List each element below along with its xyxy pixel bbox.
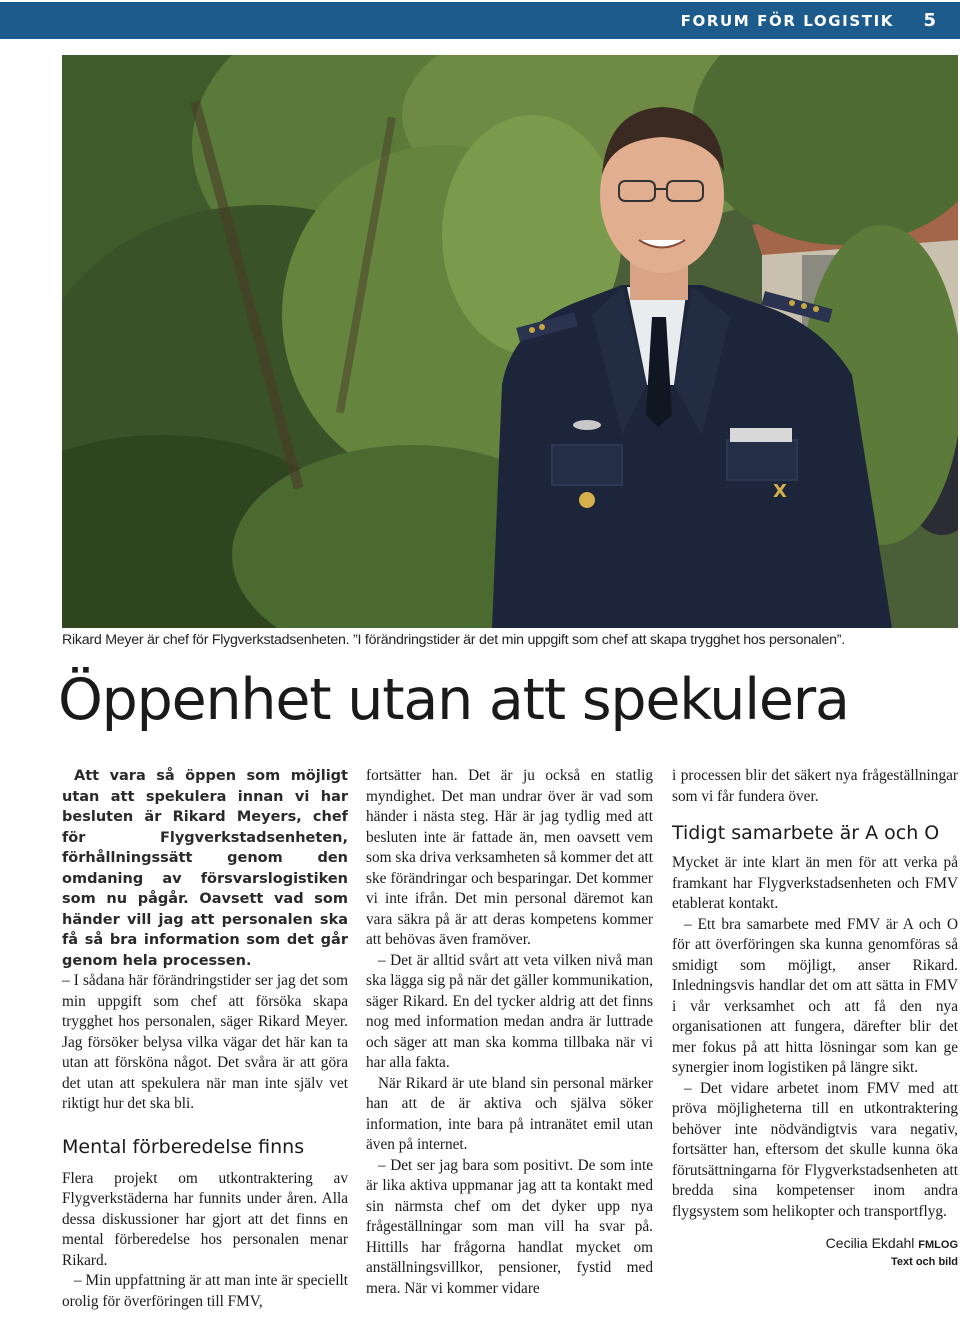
article-lead: Att vara så öppen som möjligt utan att spekulera innan vi har besluten är Rikard Meyers, chef för Flygverkstadsenheten, förhållningssätt genom den omdaning av försvarslogistiken som nu pågår. Oavsett vad som händer vill jag att personalen ska få så bra information som det går genom hela processen. [62, 768, 348, 969]
byline-org: FMLOG [918, 1239, 958, 1251]
publication-title: FORUM FÖR LOGISTIK [680, 12, 894, 30]
article-column-3 [672, 766, 958, 1270]
body-paragraph: Flera projekt om utkontraktering av Flygverkstäderna har funnits under åren. Alla dessa diskussioner har gjort att det finns en mental förberedelse hos personalen menar Rikard. [62, 1169, 348, 1269]
article-column-1 [62, 766, 348, 1312]
byline-author: Cecilia Ekdahl [825, 1235, 915, 1251]
body-paragraph: – Det ser jag bara som positivt. De som inte är lika aktiva uppmanar jag att ta kontakt med sin närmsta chef om det dyker upp nya frågeställningar som man vill ha svar på. Hittills har frågorna handlat mycket om anställningsvillkor, pensioner, fystid med mera. När vi kommer vidare [366, 1156, 653, 1297]
byline-role: Text och bild [890, 1256, 958, 1268]
subheading: Mental förberedelse finns [62, 1135, 305, 1158]
body-paragraph: – Det vidare arbetet inom FMV med att pröva möjligheterna till en utkontraktering behöver inte nödvändigtvis vara negativ, fortsätter han, eftersom det skulle kunna öka förutsättningarna för Flygverkstadsenheten att bredda sina kompetenser inom andra flygsystem som helikopter och transportflyg. [672, 1079, 958, 1220]
body-paragraph: Mycket är inte klart än men för att verka på framkant har Flygverkstadsenheten och FMV etablerat kontakt. [672, 854, 958, 912]
article-column-2 [366, 766, 653, 1299]
article-headline: Öppenhet utan att spekulera [58, 667, 849, 733]
body-paragraph: – Min uppfattning är att man inte är speciellt orolig för överföringen till FMV, [62, 1272, 348, 1310]
body-paragraph: fortsätter han. Det är ju också en statlig myndighet. Det man undrar över är vad som händer i nästa steg. Här är jag tydlig med att besluten inte är fattade än, men oavsett vem som ska driva verksamheten så kommer det att ske förändringar och besparingar. Det kommer vi inte ifrån. Det min personal däremot kan vara säkra på är att deras kompetens kommer att behövas även framöver. [366, 767, 653, 948]
portrait-photo [62, 55, 958, 628]
body-paragraph: i processen blir det säkert nya frågeställningar som vi får fundera över. [672, 767, 958, 805]
body-paragraph: – Det är alltid svårt att veta vilken nivå man ska lägga sig på när det gäller kommunikation, säger Rikard. En del tycker aldrig att det finns nog med information medan andra är luttrade och säger att man ska komma tillbaka när vi har alla fakta. [366, 951, 653, 1071]
body-paragraph: När Rikard är ute bland sin personal märker han att de är aktiva och själva söker information, inte bara på intranätet emil utan även på internet. [366, 1074, 653, 1153]
body-paragraph: – I sådana här förändringstider ser jag det som min uppgift som chef att försöka skapa trygghet hos personalen, säger Rikard Meyer. Jag försöker belysa vilka vägar det här kan ta utan att försköna något. Det svåra är att göra det utan att spekulera när man inte själv vet riktigt hur det ska bli. [62, 972, 348, 1112]
svg-text:X: X [773, 481, 787, 502]
page-number: 5 [923, 10, 936, 31]
body-paragraph: – Ett bra samarbete med FMV är A och O för att överföringen ska kunna genomföras så smidigt som möjligt, anser Rikard. Inledningsvis handlar det om att sätta in FMV i vår verksamhet och att få den nya organisationen att fungera, därefter blir det mer fokus på att hitta lösningar som kan ge synergier inom logistiken på längre sikt. [672, 915, 958, 1076]
byline [672, 1236, 958, 1270]
subheading: Tidigt samarbete är A och O [672, 822, 940, 844]
photo-caption: Rikard Meyer är chef för Flygverkstadsenheten. ”I förändringstider är det min uppgift som chef att skapa trygghet hos personalen”. [62, 632, 845, 648]
header-bar [0, 2, 960, 39]
